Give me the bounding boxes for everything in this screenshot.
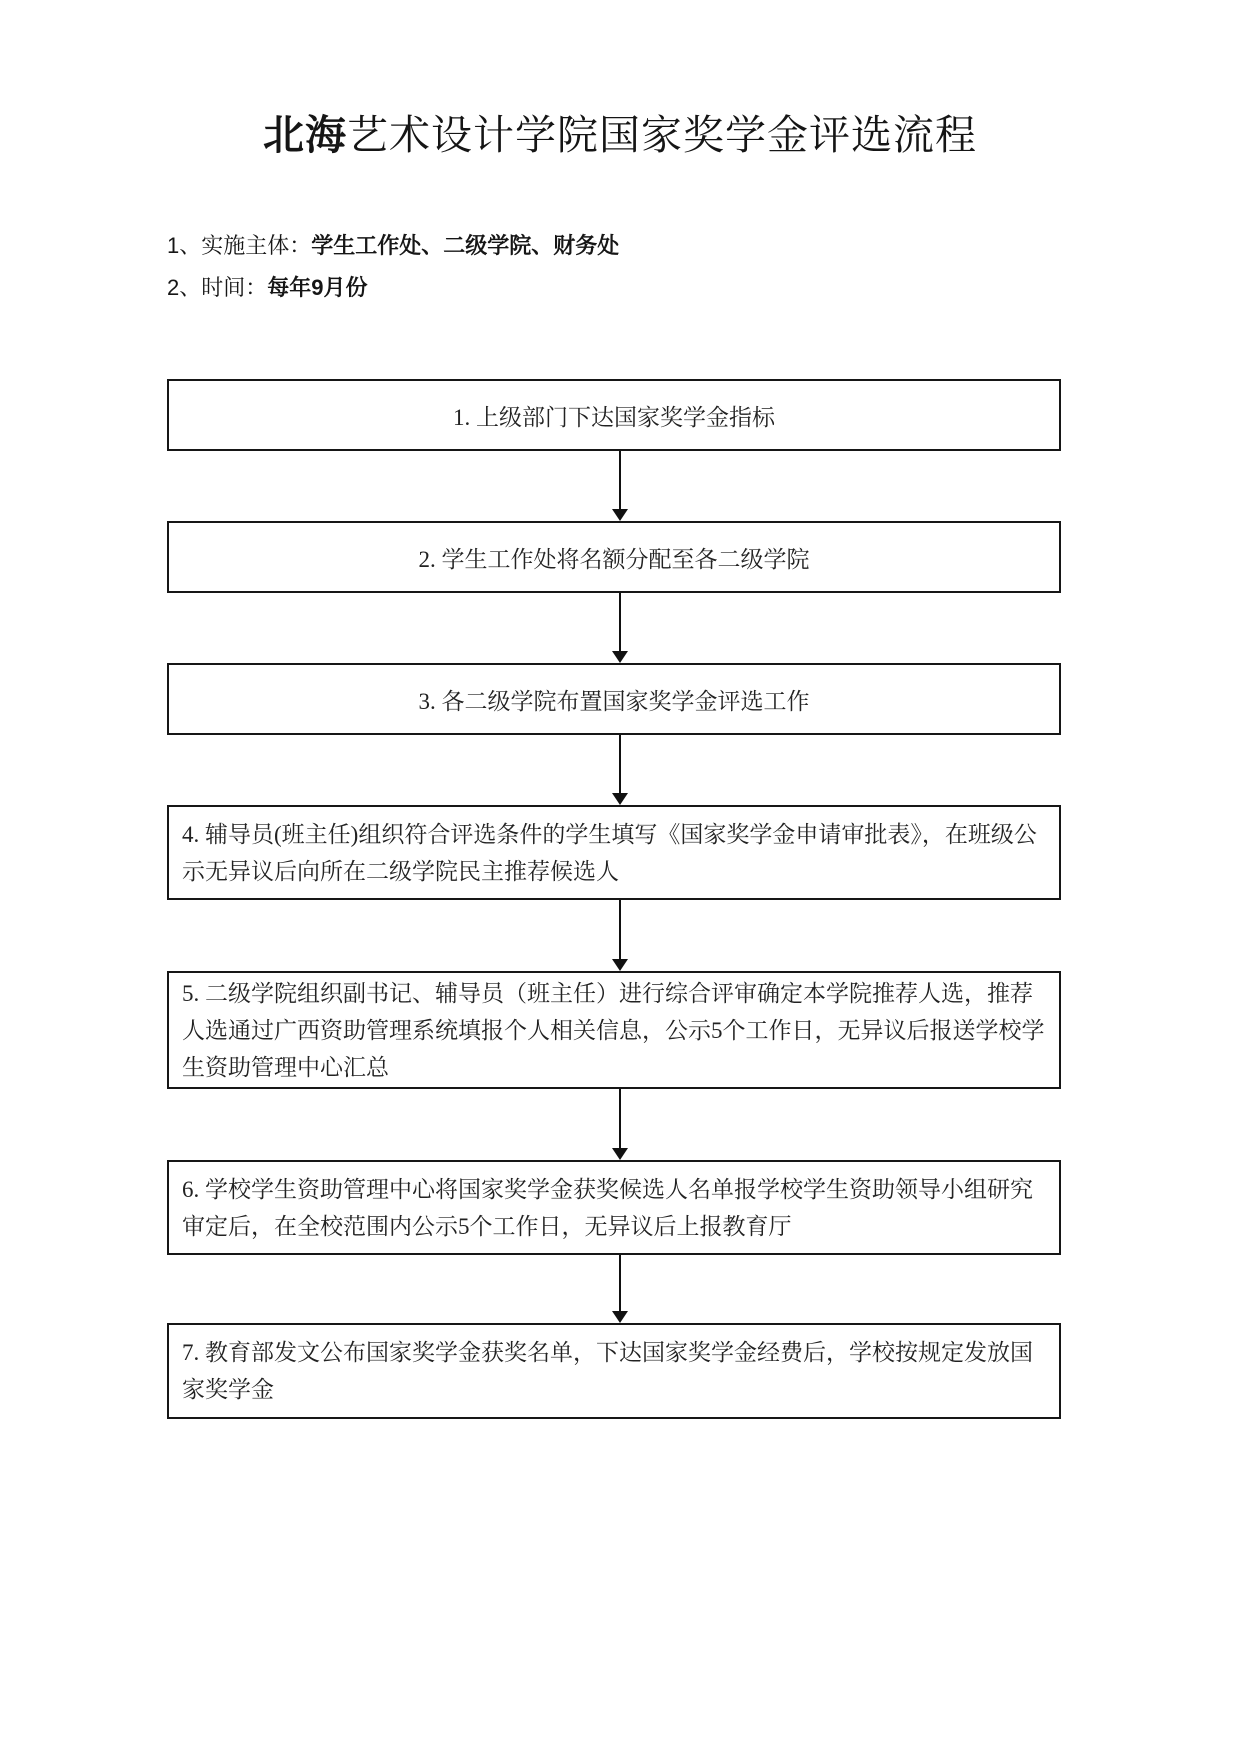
intro-line-1-value: 学生工作处、二级学院、财务处 bbox=[311, 233, 620, 258]
flow-arrow-4 bbox=[611, 900, 629, 971]
flow-step-3-text: 3. 各二级学院布置国家奖学金评选工作 bbox=[418, 688, 810, 714]
flow-step-5-box bbox=[167, 971, 1061, 1089]
intro-line-time bbox=[167, 273, 368, 303]
flow-arrow-2 bbox=[611, 593, 629, 663]
flow-step-7-box bbox=[167, 1323, 1061, 1419]
arrow-down-icon bbox=[612, 509, 628, 521]
arrow-down-icon bbox=[612, 651, 628, 663]
page-title bbox=[0, 112, 1240, 159]
flow-step-5-text: 5. 二级学院组织副书记、辅导员（班主任）进行综合评审确定本学院推荐人选，推荐人选通过广西资助管理系统填报个人相关信息，公示5个工作日，无异议后报送学校学生资助管理中心汇总 bbox=[182, 980, 1045, 1080]
flow-arrow-1 bbox=[611, 451, 629, 521]
arrow-line bbox=[619, 451, 622, 511]
arrow-down-icon bbox=[612, 959, 628, 971]
arrow-down-icon bbox=[612, 1311, 628, 1323]
flow-step-1-text: 1. 上级部门下达国家奖学金指标 bbox=[453, 404, 775, 430]
intro-line-2-number: 2、 bbox=[167, 275, 202, 300]
flow-step-4-text: 4. 辅导员(班主任)组织符合评选条件的学生填写《国家奖学金申请审批表》，在班级公示无异议后向所在二级学院民主推荐候选人 bbox=[182, 821, 1037, 884]
intro-line-1-label: 实施主体： bbox=[201, 233, 312, 258]
flow-step-3-box bbox=[167, 663, 1061, 735]
flow-step-1-box bbox=[167, 379, 1061, 451]
intro-line-1-number: 1、 bbox=[167, 233, 202, 258]
flow-step-2-text: 2. 学生工作处将名额分配至各二级学院 bbox=[418, 546, 810, 572]
flow-step-6-text: 6. 学校学生资助管理中心将国家奖学金获奖候选人名单报学校学生资助领导小组研究审定后，在全校范围内公示5个工作日，无异议后上报教育厅 bbox=[182, 1176, 1033, 1239]
flow-step-4-box bbox=[167, 805, 1061, 900]
title-regular-part: 艺术设计学院国家奖学金评选流程 bbox=[347, 112, 977, 158]
arrow-line bbox=[619, 593, 622, 653]
intro-line-implementers bbox=[167, 231, 619, 261]
flow-step-2-box bbox=[167, 521, 1061, 593]
flow-step-6-box bbox=[167, 1160, 1061, 1255]
intro-line-2-value: 每年9月份 bbox=[267, 275, 368, 300]
arrow-down-icon bbox=[612, 793, 628, 805]
flow-arrow-6 bbox=[611, 1255, 629, 1323]
arrow-line bbox=[619, 735, 622, 795]
arrow-line bbox=[619, 1089, 622, 1150]
flow-arrow-3 bbox=[611, 735, 629, 805]
flow-arrow-5 bbox=[611, 1089, 629, 1160]
intro-line-2-label: 时间： bbox=[201, 275, 268, 300]
flow-step-7-text: 7. 教育部发文公布国家奖学金获奖名单，下达国家奖学金经费后，学校按规定发放国家奖学金 bbox=[182, 1340, 1033, 1402]
arrow-line bbox=[619, 900, 622, 961]
title-bold-part: 北海 bbox=[263, 112, 347, 158]
arrow-down-icon bbox=[612, 1148, 628, 1160]
arrow-line bbox=[619, 1255, 622, 1313]
